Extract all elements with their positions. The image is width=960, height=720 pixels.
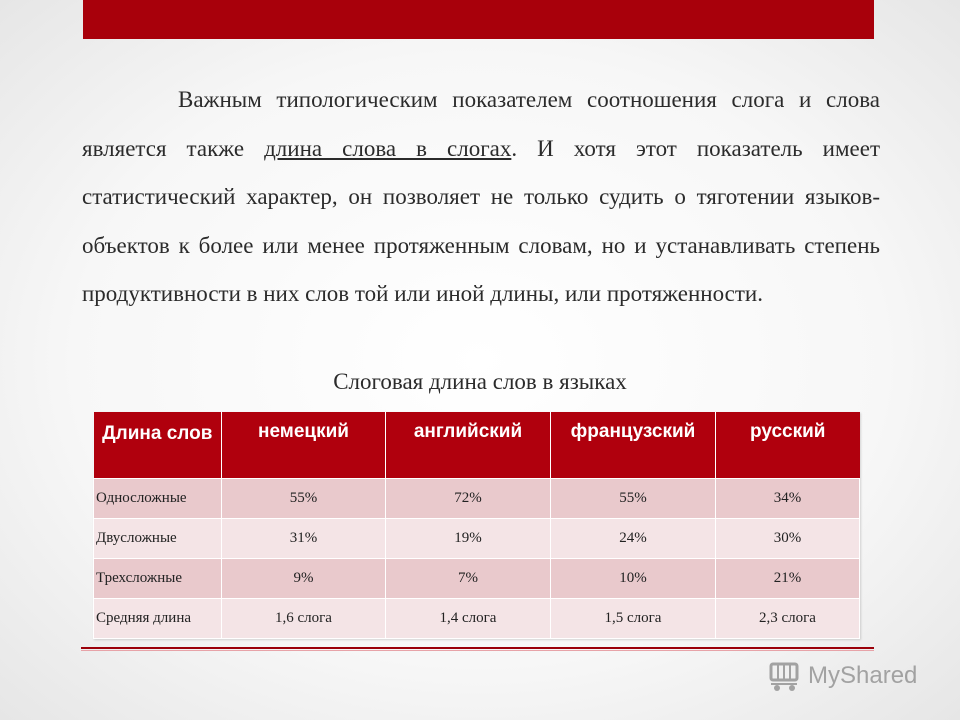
paragraph-text-part1: Важным типологическим показателем соотношения слога и слова является также (82, 87, 880, 161)
table-cell: 1,6 слога (222, 598, 386, 638)
myshared-logo[interactable] (768, 658, 917, 694)
row-label: Средняя длина (94, 598, 222, 638)
syllable-length-table (93, 412, 860, 639)
table-cell: 9% (222, 558, 386, 598)
table-cell: 72% (386, 478, 551, 518)
header-russian: русский (716, 412, 860, 478)
top-accent-bar (83, 0, 874, 39)
header-german: немецкий (222, 412, 386, 478)
paragraph-text-part2: . И хотя этот показатель имеет статистический характер, он позволяет не только судить о тяготении языков-объектов к более или менее протяженным словам, но и устанавливать степень продуктивности в них слов той или иной длины, или протяженности. (82, 135, 880, 307)
table-row (94, 518, 860, 558)
table-row (94, 478, 860, 518)
table-cell: 21% (716, 558, 860, 598)
table-cell: 34% (716, 478, 860, 518)
header-word-length: Длина слов (94, 412, 222, 478)
row-label: Односложные (94, 478, 222, 518)
table-row (94, 558, 860, 598)
paragraph-underlined-term: длина слова в слогах (264, 135, 512, 161)
header-english: английский (386, 412, 551, 478)
table-cell: 55% (551, 478, 716, 518)
table-cell: 1,4 слога (386, 598, 551, 638)
row-label: Двусложные (94, 518, 222, 558)
table-header-row (94, 412, 860, 478)
main-paragraph (82, 76, 880, 319)
table-cell: 10% (551, 558, 716, 598)
table-cell: 55% (222, 478, 386, 518)
header-french: французский (551, 412, 716, 478)
cart-icon (768, 660, 802, 692)
table-cell: 2,3 слога (716, 598, 860, 638)
row-label: Трехсложные (94, 558, 222, 598)
table-cell: 7% (386, 558, 551, 598)
bottom-divider-shadow (81, 650, 874, 651)
table-cell: 1,5 слога (551, 598, 716, 638)
table-cell: 24% (551, 518, 716, 558)
logo-text: MyShared (808, 662, 918, 689)
table-cell: 31% (222, 518, 386, 558)
table-cell: 19% (386, 518, 551, 558)
bottom-divider (81, 647, 874, 649)
table-cell: 30% (716, 518, 860, 558)
table-row (94, 598, 860, 638)
table-caption: Слоговая длина слов в языках (333, 369, 627, 394)
